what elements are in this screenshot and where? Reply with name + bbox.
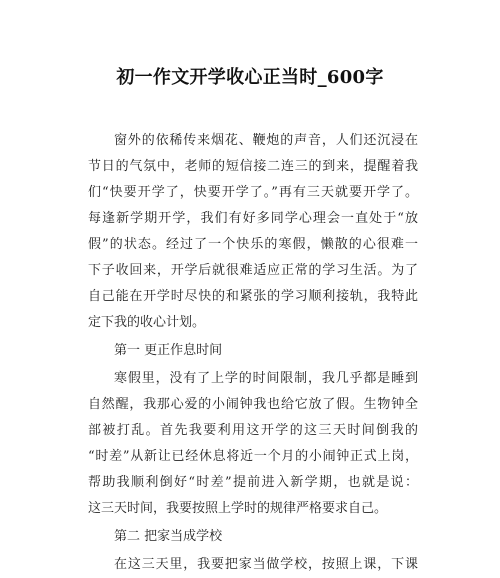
- section-heading-2: 第二 把家当成学校: [114, 529, 223, 544]
- paragraph-1-line-8: 定下我的收心计划。: [88, 315, 206, 330]
- paragraph-1-line-7: 自己能在开学时尽快的和紧张的学习顺利接轨，我特此: [88, 289, 418, 304]
- paragraph-1-line-3: 们“快要开学了，快要开学了。”再有三天就要开学了。: [88, 185, 418, 200]
- paragraph-2-line-4: “时差”从新让已经休息将近一个月的小闹钟正式上岗，: [88, 449, 418, 464]
- document-title: 初一作文开学收心正当时_600字: [116, 67, 384, 88]
- paragraph-3-line-1: 在这三天里，我要把家当做学校，按照上课，下课: [114, 557, 418, 572]
- paragraph-2-line-1: 寒假里，没有了上学的时间限制，我几乎都是睡到: [114, 371, 418, 386]
- paragraph-2-line-2: 自然醒，我那心爱的小闹钟我也给它放了假。生物钟全: [88, 397, 418, 412]
- paragraph-2-line-5: 帮助我顺利倒好“时差”提前进入新学期，也就是说：: [88, 475, 418, 490]
- paragraph-1-line-1: 窗外的依稀传来烟花、鞭炮的声音，人们还沉浸在: [114, 133, 418, 148]
- section-heading-1: 第一 更正作息时间: [114, 343, 223, 358]
- paragraph-1-line-5: 假”的状态。经过了一个快乐的寒假，懒散的心很难一: [88, 237, 418, 252]
- paragraph-1-line-4: 每逢新学期开学，我们有好多同学心理会一直处于“放: [88, 211, 418, 226]
- document-body: [88, 128, 418, 578]
- paragraph-2-line-3: 部被打乱。首先我要利用这开学的这三天时间倒我的: [88, 423, 418, 438]
- paragraph-2-line-6: 这三天时间，我要按照上学时的规律严格要求自己。: [88, 501, 388, 516]
- paragraph-1-line-2: 节日的气氛中，老师的短信接二连三的到来，提醒着我: [88, 159, 418, 174]
- paragraph-1-line-6: 下子收回来，开学后就很难适应正常的学习生活。为了: [88, 263, 418, 278]
